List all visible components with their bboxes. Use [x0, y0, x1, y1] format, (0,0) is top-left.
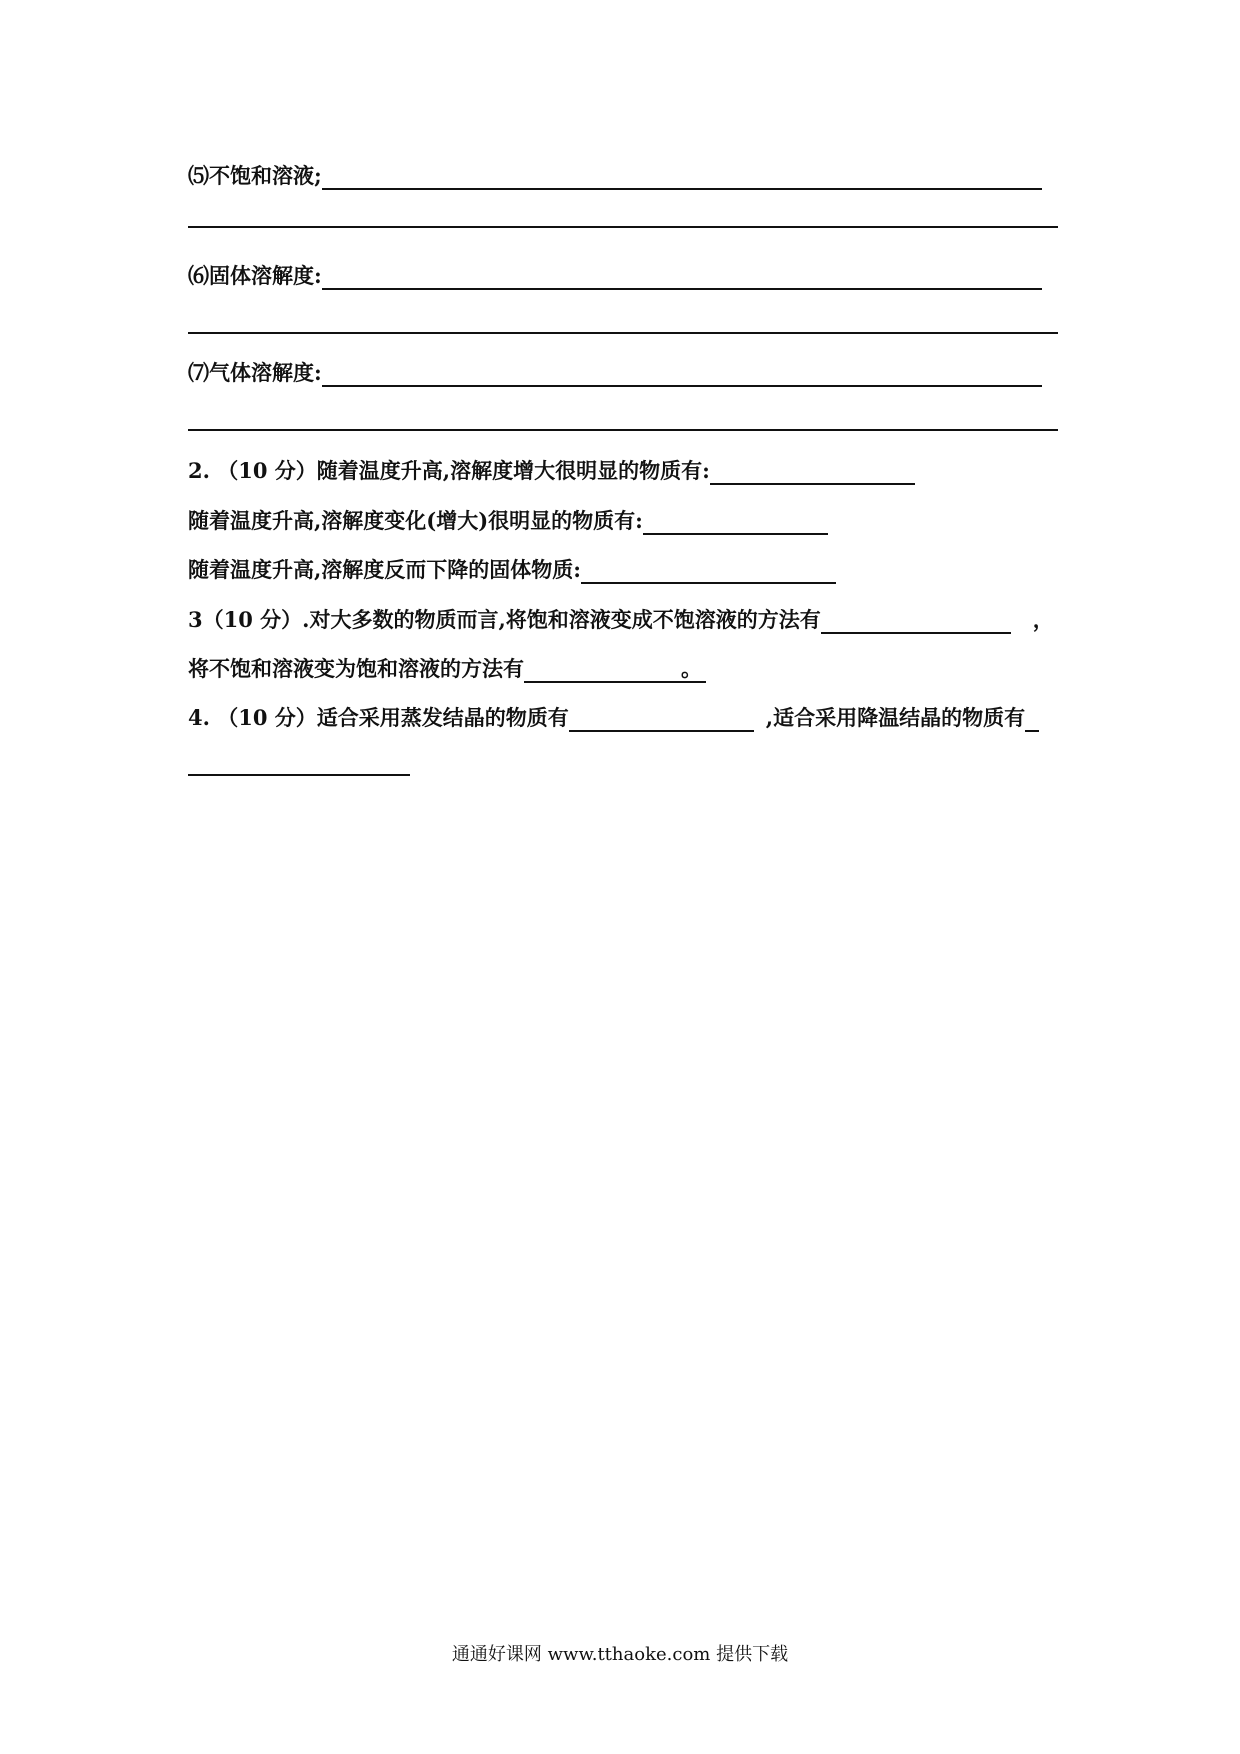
q2-line-3 — [188, 554, 836, 584]
item-7-row — [188, 357, 1042, 387]
item-5-label: ⑸不饱和溶液; — [188, 163, 322, 188]
q4-text-2: ,适合采用降温结晶的物质有 — [765, 705, 1026, 730]
q2-text-1: 2. （10 分）随着温度升高,溶解度增大很明显的物质有: — [188, 458, 710, 483]
q4-blank-2-continued[interactable] — [188, 774, 410, 776]
q2-blank-2[interactable] — [643, 509, 828, 535]
q2-blank-3[interactable] — [581, 558, 836, 584]
q2-text-2: 随着温度升高,溶解度变化(增大)很明显的物质有: — [188, 508, 643, 533]
q3-blank-2[interactable] — [524, 657, 706, 683]
item-5-blank[interactable] — [322, 164, 1042, 190]
q3-line-1 — [188, 604, 1054, 634]
q3-line-2 — [188, 653, 706, 683]
item-6-row — [188, 260, 1042, 290]
q2-line-1 — [188, 455, 915, 485]
item-6-blank[interactable] — [322, 264, 1042, 290]
q3-line-1-end: ， — [1032, 607, 1054, 632]
q3-text-1: 3（10 分）.对大多数的物质而言,将饱和溶液变成不饱溶液的方法有 — [188, 607, 821, 632]
item-5-row — [188, 160, 1042, 190]
item-7-label: ⑺气体溶解度: — [188, 360, 322, 385]
q4-line-1 — [188, 702, 1039, 732]
item-5-answer-line[interactable] — [188, 226, 1058, 228]
footer-credit: 通通好课网 www.tthaoke.com 提供下载 — [451, 1644, 789, 1665]
q3-blank-1[interactable] — [821, 608, 1011, 634]
q3-text-2: 将不饱和溶液变为饱和溶液的方法有 — [188, 656, 524, 681]
item-7-answer-line[interactable] — [188, 429, 1058, 431]
q3-line-2-end: 。 — [681, 656, 702, 681]
q4-text-1: 4. （10 分）适合采用蒸发结晶的物质有 — [188, 705, 569, 730]
q4-blank-1[interactable] — [569, 706, 754, 732]
item-6-label: ⑹固体溶解度: — [188, 263, 322, 288]
q2-blank-1[interactable] — [710, 459, 915, 485]
item-7-blank[interactable] — [322, 361, 1042, 387]
q2-text-3: 随着温度升高,溶解度反而下降的固体物质: — [188, 557, 582, 582]
q4-blank-2-start[interactable] — [1025, 706, 1039, 732]
q2-line-2 — [188, 505, 828, 535]
item-6-answer-line[interactable] — [188, 332, 1058, 334]
